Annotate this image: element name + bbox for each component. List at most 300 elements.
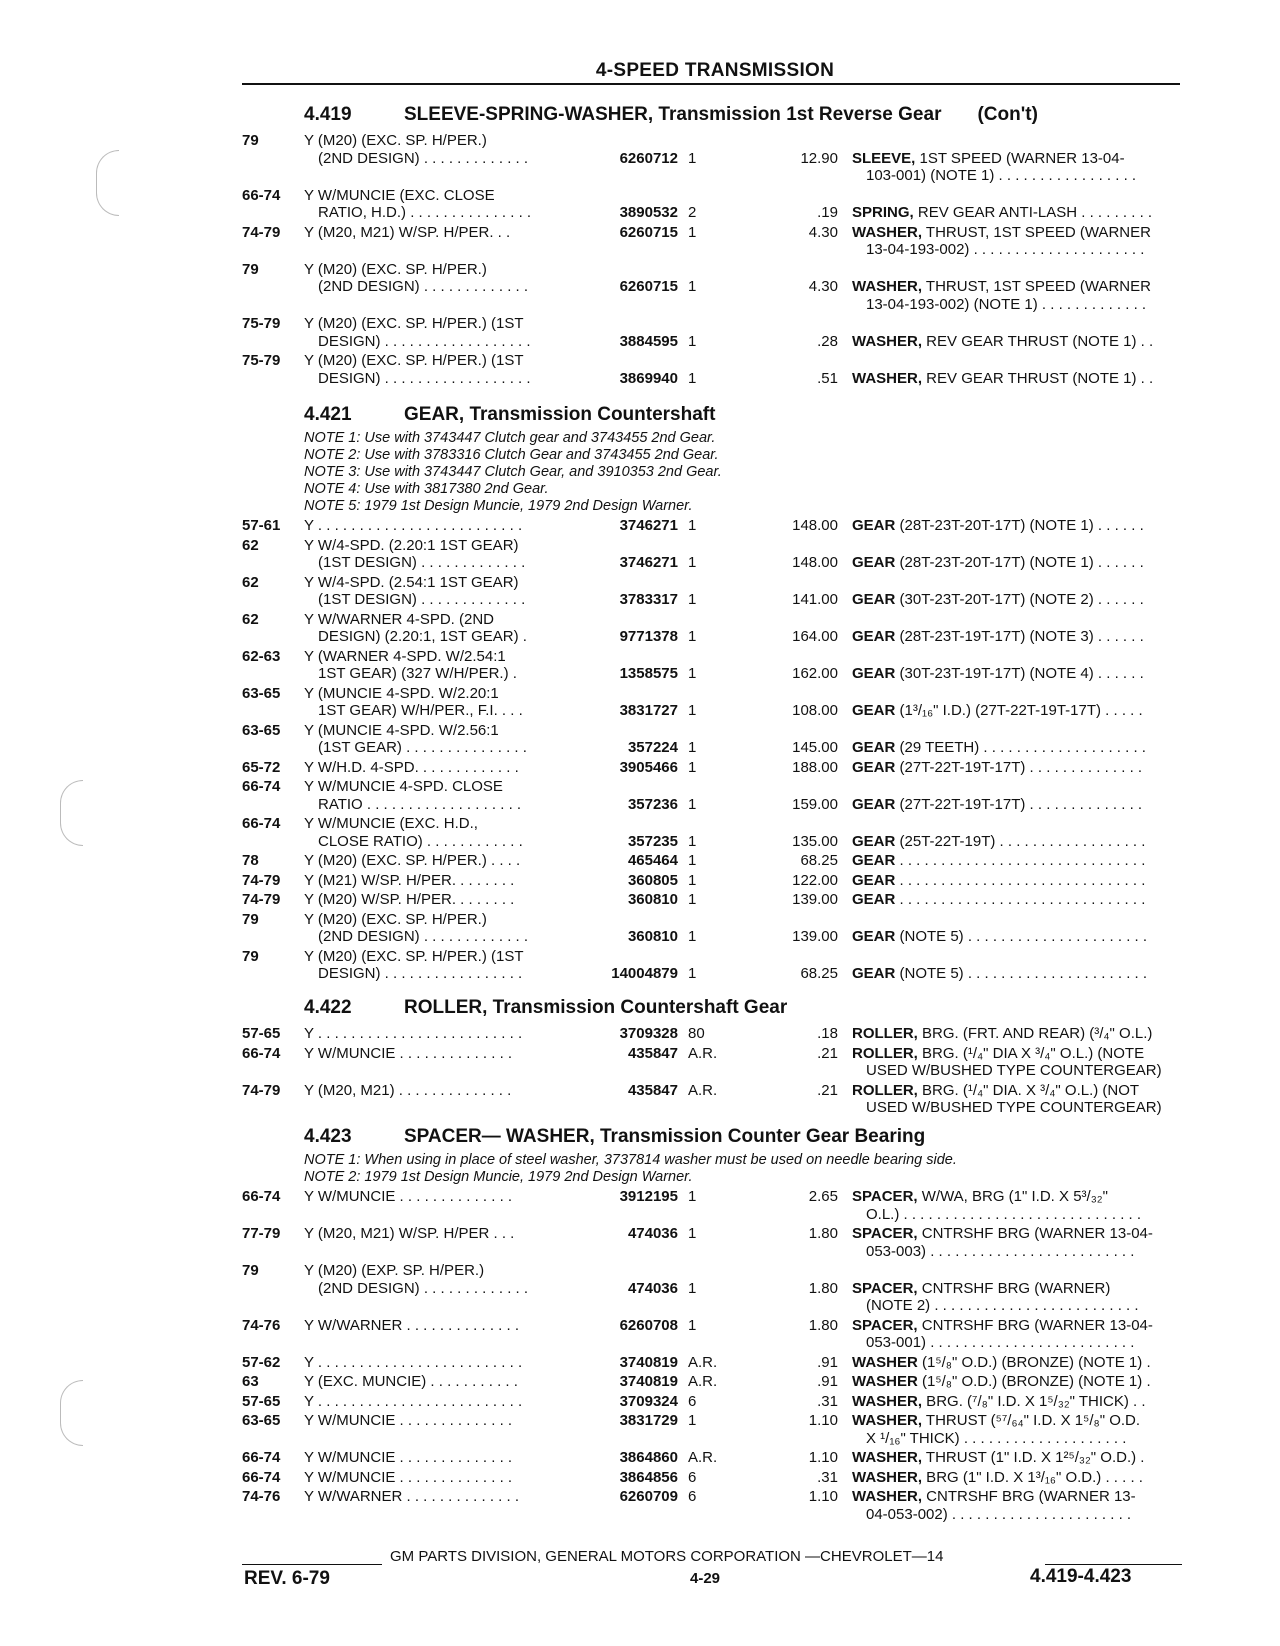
description [852,739,1192,757]
price: .51 [817,369,838,387]
description [852,1373,1192,1391]
quantity: 1 [688,369,697,387]
description-line [852,1393,1192,1411]
description-text: (27T-22T-19T-17T) . . . . . . . . . . . . . . [895,795,1143,813]
part-number: 3709324 [619,1392,678,1410]
part-row [240,1412,1185,1447]
quantity: 1 [688,965,697,982]
model-year: 74-79 [242,223,281,241]
part-row [240,537,1185,572]
part-number: 3869940 [619,369,678,387]
model-year: 66-74 [242,1188,281,1205]
part-row [240,132,1185,185]
part-number: 435847 [627,1044,678,1062]
description-text: REV GEAR THRUST (NOTE 1) . . [922,332,1154,350]
quantity: A.R. [688,1081,718,1099]
description-line [852,1373,1192,1391]
description-line [852,891,1192,909]
section-number: 4.422 [304,997,352,1018]
section-title [404,1126,925,1148]
application-line: Y W/MUNCIE . . . . . . . . . . . . . . [304,1188,513,1205]
description-name: WASHER, [852,1392,923,1410]
part-row [240,1045,1185,1080]
model-year: 74-79 [242,1081,281,1099]
part-row [240,1469,1185,1487]
description-text: (27T-22T-19T-17T) . . . . . . . . . . . . . . [895,758,1143,776]
part-row [240,778,1185,813]
model-year: 66-74 [242,778,281,795]
application-line: DESIGN) . . . . . . . . . . . . . . . . . . [318,332,531,350]
application-line: RATIO, H.D.) . . . . . . . . . . . . . . . [318,204,532,221]
description-name: WASHER, [852,223,923,241]
quantity: 6 [688,1488,697,1505]
description-line [852,1025,1192,1043]
application-line: Y . . . . . . . . . . . . . . . . . . . . . . . . . [304,1025,523,1042]
quantity: 1 [688,223,697,241]
part-row [240,1393,1185,1411]
description-text: REV GEAR THRUST (NOTE 1) . . [922,369,1154,387]
price: 1.10 [808,1488,838,1505]
part-row [240,1317,1185,1352]
description [852,1354,1192,1372]
application [304,852,566,870]
application-line: DESIGN) . . . . . . . . . . . . . . . . . . [318,369,531,387]
description [852,554,1192,572]
application [304,537,566,572]
application [304,1354,566,1372]
application-line: (1ST DESIGN) . . . . . . . . . . . . . [318,554,526,571]
description-name: GEAR [852,871,896,889]
application [304,224,566,242]
part-number: 3709328 [619,1025,678,1042]
part-number: 14004879 [611,965,678,982]
description [852,702,1192,720]
description-line [852,665,1192,683]
price: 1.10 [808,1449,838,1466]
part-number: 357224 [627,739,678,756]
model-year: 74-76 [242,1316,281,1334]
price: .91 [817,1353,838,1371]
application-line: Y (M20, M21) W/SP. H/PER . . . [304,1225,515,1242]
description [852,872,1192,890]
part-row [240,1188,1185,1223]
model-year: 62 [242,536,259,554]
description-name: SPACER, [852,1188,918,1205]
description-line [852,628,1192,646]
description-line [852,1082,1192,1100]
application [304,1225,566,1243]
description-text: (30T-23T-19T-17T) (NOTE 4) . . . . . . [895,665,1144,682]
application [304,911,566,946]
description [852,1469,1192,1487]
part-row [240,1025,1185,1043]
section-header [240,1126,1185,1152]
description-name: GEAR [852,928,896,945]
model-year: 62 [242,610,259,628]
description-text: (NOTE 5) . . . . . . . . . . . . . . . . . . . . . . [895,965,1148,982]
note-line: NOTE 2: Use with 3783316 Clutch Gear and 3743455 2nd Gear. [304,447,719,463]
description-line: 053-001) . . . . . . . . . . . . . . . . . . . . . . . . . [866,1334,1135,1351]
description-name: GEAR [852,591,896,608]
part-number: 3746271 [619,554,678,571]
description-name: WASHER [852,1353,918,1371]
price: 164.00 [792,628,838,645]
price: 4.30 [808,223,838,241]
description-name: GEAR [852,665,896,682]
description-name: SPACER, [852,1316,918,1334]
description-line: 13-04-193-002) (NOTE 1) . . . . . . . . . . . . . [866,295,1147,313]
description-text: (28T-23T-20T-17T) (NOTE 1) . . . . . . [895,517,1144,534]
part-row [240,852,1185,870]
section-title-text: ROLLER, Transmission Countershaft Gear [404,997,788,1018]
model-year: 79 [242,910,259,928]
price: 139.00 [792,891,838,908]
model-year: 65-72 [242,758,281,776]
application-line: Y . . . . . . . . . . . . . . . . . . . . . . . . . [304,1353,523,1371]
price: 135.00 [792,832,838,850]
description-line [852,333,1192,351]
application-line: (2ND DESIGN) . . . . . . . . . . . . . [318,278,529,295]
description [852,1449,1192,1467]
price: .21 [817,1044,838,1062]
model-year: 57-62 [242,1353,281,1371]
price: 68.25 [800,852,838,869]
quantity: 1 [688,702,697,719]
model-year: 79 [242,132,259,149]
part-row [240,1262,1185,1315]
part-number: 435847 [627,1081,678,1099]
part-number: 3831729 [619,1412,678,1429]
application [304,1045,566,1063]
price: 148.00 [792,554,838,571]
description-line [852,517,1192,535]
application-line: Y W/4-SPD. (2.54:1 1ST GEAR) [304,573,519,591]
quantity: 2 [688,204,697,221]
description-text: (28T-23T-20T-17T) (NOTE 1) . . . . . . [895,554,1144,571]
description-name: GEAR [852,891,896,908]
quantity: 1 [688,739,697,756]
application [304,948,566,983]
application [304,1025,566,1043]
application-line: Y . . . . . . . . . . . . . . . . . . . . . . . . . [304,1392,523,1410]
part-number: 465464 [627,852,678,869]
description-line [852,852,1192,870]
quantity: 1 [688,1279,697,1297]
description-name: WASHER [852,1373,918,1390]
part-number: 3912195 [619,1188,678,1205]
price: 12.90 [800,149,838,167]
part-number: 3864856 [619,1468,678,1486]
price: 188.00 [792,758,838,776]
quantity: 1 [688,891,697,908]
application-line: (1ST DESIGN) . . . . . . . . . . . . . [318,591,526,608]
description-line [852,554,1192,572]
description [852,1488,1192,1523]
description [852,1188,1192,1223]
description-text: BRG. (¹/₄" DIA X ³/₄" O.L.) (NOTE [917,1044,1145,1062]
description-text: CNTRSHF BRG (WARNER) [917,1279,1111,1297]
price: .31 [817,1468,838,1486]
quantity: 1 [688,1316,697,1334]
part-number: 360810 [627,891,678,908]
part-row [240,1488,1185,1523]
application [304,315,566,350]
description-line [852,928,1192,946]
description-text: THRUST, 1ST SPEED (WARNER [922,278,1151,295]
application-line: Y W/WARNER . . . . . . . . . . . . . . [304,1488,520,1505]
part-number: 3890532 [619,204,678,221]
description [852,1045,1192,1080]
description-text: (NOTE 5) . . . . . . . . . . . . . . . . . . . . . . [895,928,1148,945]
price: 108.00 [792,702,838,719]
description-line: 13-04-193-002) . . . . . . . . . . . . . . . . . . . . . [866,241,1145,258]
model-year: 74-76 [242,1488,281,1505]
part-row [240,891,1185,909]
section-notes [304,430,1185,515]
application [304,872,566,890]
part-number: 3864860 [619,1449,678,1466]
model-year: 63 [242,1373,259,1390]
application-line: Y W/4-SPD. (2.20:1 1ST GEAR) [304,536,519,554]
application-line: Y W/MUNCIE . . . . . . . . . . . . . . [304,1468,513,1486]
application-line: Y (M20) (EXC. SP. H/PER.) . . . . [304,852,521,869]
application-line: (2ND DESIGN) . . . . . . . . . . . . . [318,1279,529,1297]
section-title [404,404,715,426]
description-line [852,278,1192,296]
section-number: 4.423 [304,1126,352,1147]
quantity: A.R. [688,1353,718,1371]
application [304,261,566,296]
application [304,1373,566,1391]
price: .21 [817,1081,838,1099]
description-line [852,1354,1192,1372]
quantity: 1 [688,665,697,682]
description-line [852,1280,1192,1298]
part-number: 3740819 [619,1373,678,1390]
price: 1.10 [808,1412,838,1429]
part-row [240,315,1185,350]
section-title-text: GEAR, Transmission Countershaft [404,404,716,425]
part-number: 3740819 [619,1353,678,1371]
footer-rule [1045,1564,1182,1565]
part-row [240,611,1185,646]
application-line: Y (M21) W/SP. H/PER. . . . . . . . [304,871,515,889]
description-name: ROLLER, [852,1044,918,1062]
note-line: NOTE 2: 1979 1st Design Muncie, 1979 2nd Design Warner. [304,1169,693,1185]
part-number: 474036 [627,1279,678,1297]
application-line: CLOSE RATIO) . . . . . . . . . . . . [318,832,523,850]
description-text: W/WA, BRG (1" I.D. X 5³/₃₂" [917,1188,1108,1205]
model-year: 62-63 [242,647,281,665]
application-line: Y W/WARNER 4-SPD. (2ND [304,610,495,628]
description-name: GEAR [852,795,896,813]
description-line [852,965,1192,983]
description [852,665,1192,683]
description-text: (28T-23T-19T-17T) (NOTE 3) . . . . . . [895,628,1144,645]
quantity: 1 [688,149,697,167]
model-year: 66-74 [242,186,281,204]
application-line: (2ND DESIGN) . . . . . . . . . . . . . [318,928,529,945]
description-name: SPRING, [852,204,914,221]
part-row [240,759,1185,777]
description-name: GEAR [852,965,896,982]
application-line: Y (M20) (EXC. SP. H/PER.) [304,910,487,928]
part-row [240,948,1185,983]
application-line: (2ND DESIGN) . . . . . . . . . . . . . [318,149,529,167]
application [304,187,566,222]
description [852,891,1192,909]
model-year: 63-65 [242,1412,281,1429]
description-line [852,591,1192,609]
note-line: NOTE 1: When using in place of steel washer, 3737814 washer must be used on needle bearing side. [304,1152,957,1168]
price: 148.00 [792,517,838,534]
quantity: 1 [688,832,697,850]
application-line: Y (EXC. MUNCIE) . . . . . . . . . . . [304,1373,518,1390]
part-number: 360810 [627,928,678,945]
description [852,224,1192,259]
part-number: 357235 [627,832,678,850]
binder-hole-mark [60,780,83,846]
description-name: ROLLER, [852,1025,918,1042]
section-range: 4.419-4.423 [1030,1566,1132,1587]
model-year: 79 [242,260,259,278]
model-year: 66-74 [242,1449,281,1466]
application-line: Y (MUNCIE 4-SPD. W/2.56:1 [304,721,499,739]
section-header [240,997,1185,1023]
quantity: 80 [688,1025,705,1042]
quantity: 1 [688,758,697,776]
application-line: Y (M20) W/SP. H/PER. . . . . . . . [304,891,515,908]
page-number: 4-29 [690,1570,721,1587]
application [304,1412,566,1430]
application-line: 1ST GEAR) (327 W/H/PER.) . [318,665,517,682]
application-line: Y (M20, M21) W/SP. H/PER. . . [304,223,511,241]
description [852,928,1192,946]
description [852,833,1192,851]
section-4-423 [240,1122,1185,1523]
application-line: Y (M20, M21) . . . . . . . . . . . . . . [304,1081,512,1099]
application [304,352,566,387]
quantity: 1 [688,928,697,945]
quantity: 1 [688,795,697,813]
application-line: 1ST GEAR) W/H/PER., F.I. . . . [318,702,523,719]
description-text: CNTRSHF BRG (WARNER 13- [922,1488,1136,1505]
price: 4.30 [808,278,838,295]
binder-hole-mark [96,150,119,216]
description [852,1225,1192,1260]
section-title [404,997,787,1019]
application [304,722,566,757]
description-line [852,702,1192,720]
part-row [240,685,1185,720]
description [852,1412,1192,1447]
description-text: (1⁵/₈" O.D.) (BRONZE) (NOTE 1) . [917,1373,1151,1390]
part-row [240,1225,1185,1260]
description-name: GEAR [852,554,896,571]
application-line: Y (M20) (EXC. SP. H/PER.) [304,260,487,278]
application [304,517,566,535]
section-header [240,104,1185,130]
description-line [852,1225,1192,1243]
price: 139.00 [792,928,838,945]
price: 1.80 [808,1316,838,1334]
part-row [240,352,1185,387]
description-line [852,1469,1192,1487]
description-line [852,224,1192,242]
note-line: NOTE 1: Use with 3743447 Clutch gear and 3743455 2nd Gear. [304,430,716,446]
description-line [852,1412,1192,1430]
description [852,517,1192,535]
description-text: REV GEAR ANTI-LASH . . . . . . . . . [913,204,1153,221]
application [304,1082,566,1100]
description-line [852,739,1192,757]
application [304,1262,566,1297]
description-line [852,150,1192,168]
price: 1.80 [808,1279,838,1297]
description-text: BRG. (¹/₄" DIA. X ³/₄" O.L.) (NOT [917,1081,1140,1099]
part-number: 6260715 [619,223,678,241]
description-line: 103-001) (NOTE 1) . . . . . . . . . . . . . . . . . [866,167,1137,184]
description-text: BRG. (FRT. AND REAR) (³/₄" O.L.) [917,1025,1153,1042]
section-header [240,404,1185,430]
description-text: BRG (1" I.D. X 1³/₁₆" O.D.) . . . . . [922,1468,1143,1486]
description-name: GEAR [852,739,896,756]
application [304,891,566,909]
description-name: ROLLER, [852,1081,918,1099]
quantity: 1 [688,852,697,869]
application-line: Y . . . . . . . . . . . . . . . . . . . . . . . . . [304,517,523,534]
description-name: WASHER, [852,369,923,387]
quantity: A.R. [688,1449,718,1466]
part-row [240,517,1185,535]
description-name: GEAR [852,832,896,850]
description [852,204,1192,222]
description-name: SPACER, [852,1279,918,1297]
description-name: GEAR [852,628,896,645]
part-row [240,1373,1185,1391]
description-line [852,1317,1192,1335]
quantity: 1 [688,554,697,571]
part-row [240,1449,1185,1467]
part-number: 474036 [627,1225,678,1242]
description-text: . . . . . . . . . . . . . . . . . . . . . . . . . . . . . . [895,891,1146,908]
application [304,1188,566,1206]
description [852,150,1192,185]
model-year: 66-74 [242,1044,281,1062]
description-text: . . . . . . . . . . . . . . . . . . . . . . . . . . . . . . [895,871,1146,889]
price: .31 [817,1392,838,1410]
description-line [852,796,1192,814]
page-title: 4-SPEED TRANSMISSION [595,60,835,81]
application-line: (1ST GEAR) . . . . . . . . . . . . . . . [318,739,527,756]
section-title-text: SLEEVE-SPRING-WASHER, Transmission 1st Reverse Gear [404,104,942,125]
part-number: 6260709 [619,1488,678,1505]
price: 145.00 [792,739,838,756]
application-line: Y (M20) (EXP. SP. H/PER.) [304,1262,485,1279]
quantity: 1 [688,591,697,608]
description-line: (NOTE 2) . . . . . . . . . . . . . . . . . . . . . . . . . [866,1297,1139,1314]
note-line: NOTE 4: Use with 3817380 2nd Gear. [304,481,549,497]
part-row [240,574,1185,609]
part-number: 3884595 [619,332,678,350]
application [304,132,566,167]
description-line: O.L.) . . . . . . . . . . . . . . . . . . . . . . . . . . . . . [866,1205,1142,1223]
application-line: Y (WARNER 4-SPD. W/2.54:1 [304,647,506,665]
description-text: CNTRSHF BRG (WARNER 13-04- [917,1225,1153,1242]
application [304,648,566,683]
section-title [404,104,1038,126]
description-line [852,204,1192,222]
